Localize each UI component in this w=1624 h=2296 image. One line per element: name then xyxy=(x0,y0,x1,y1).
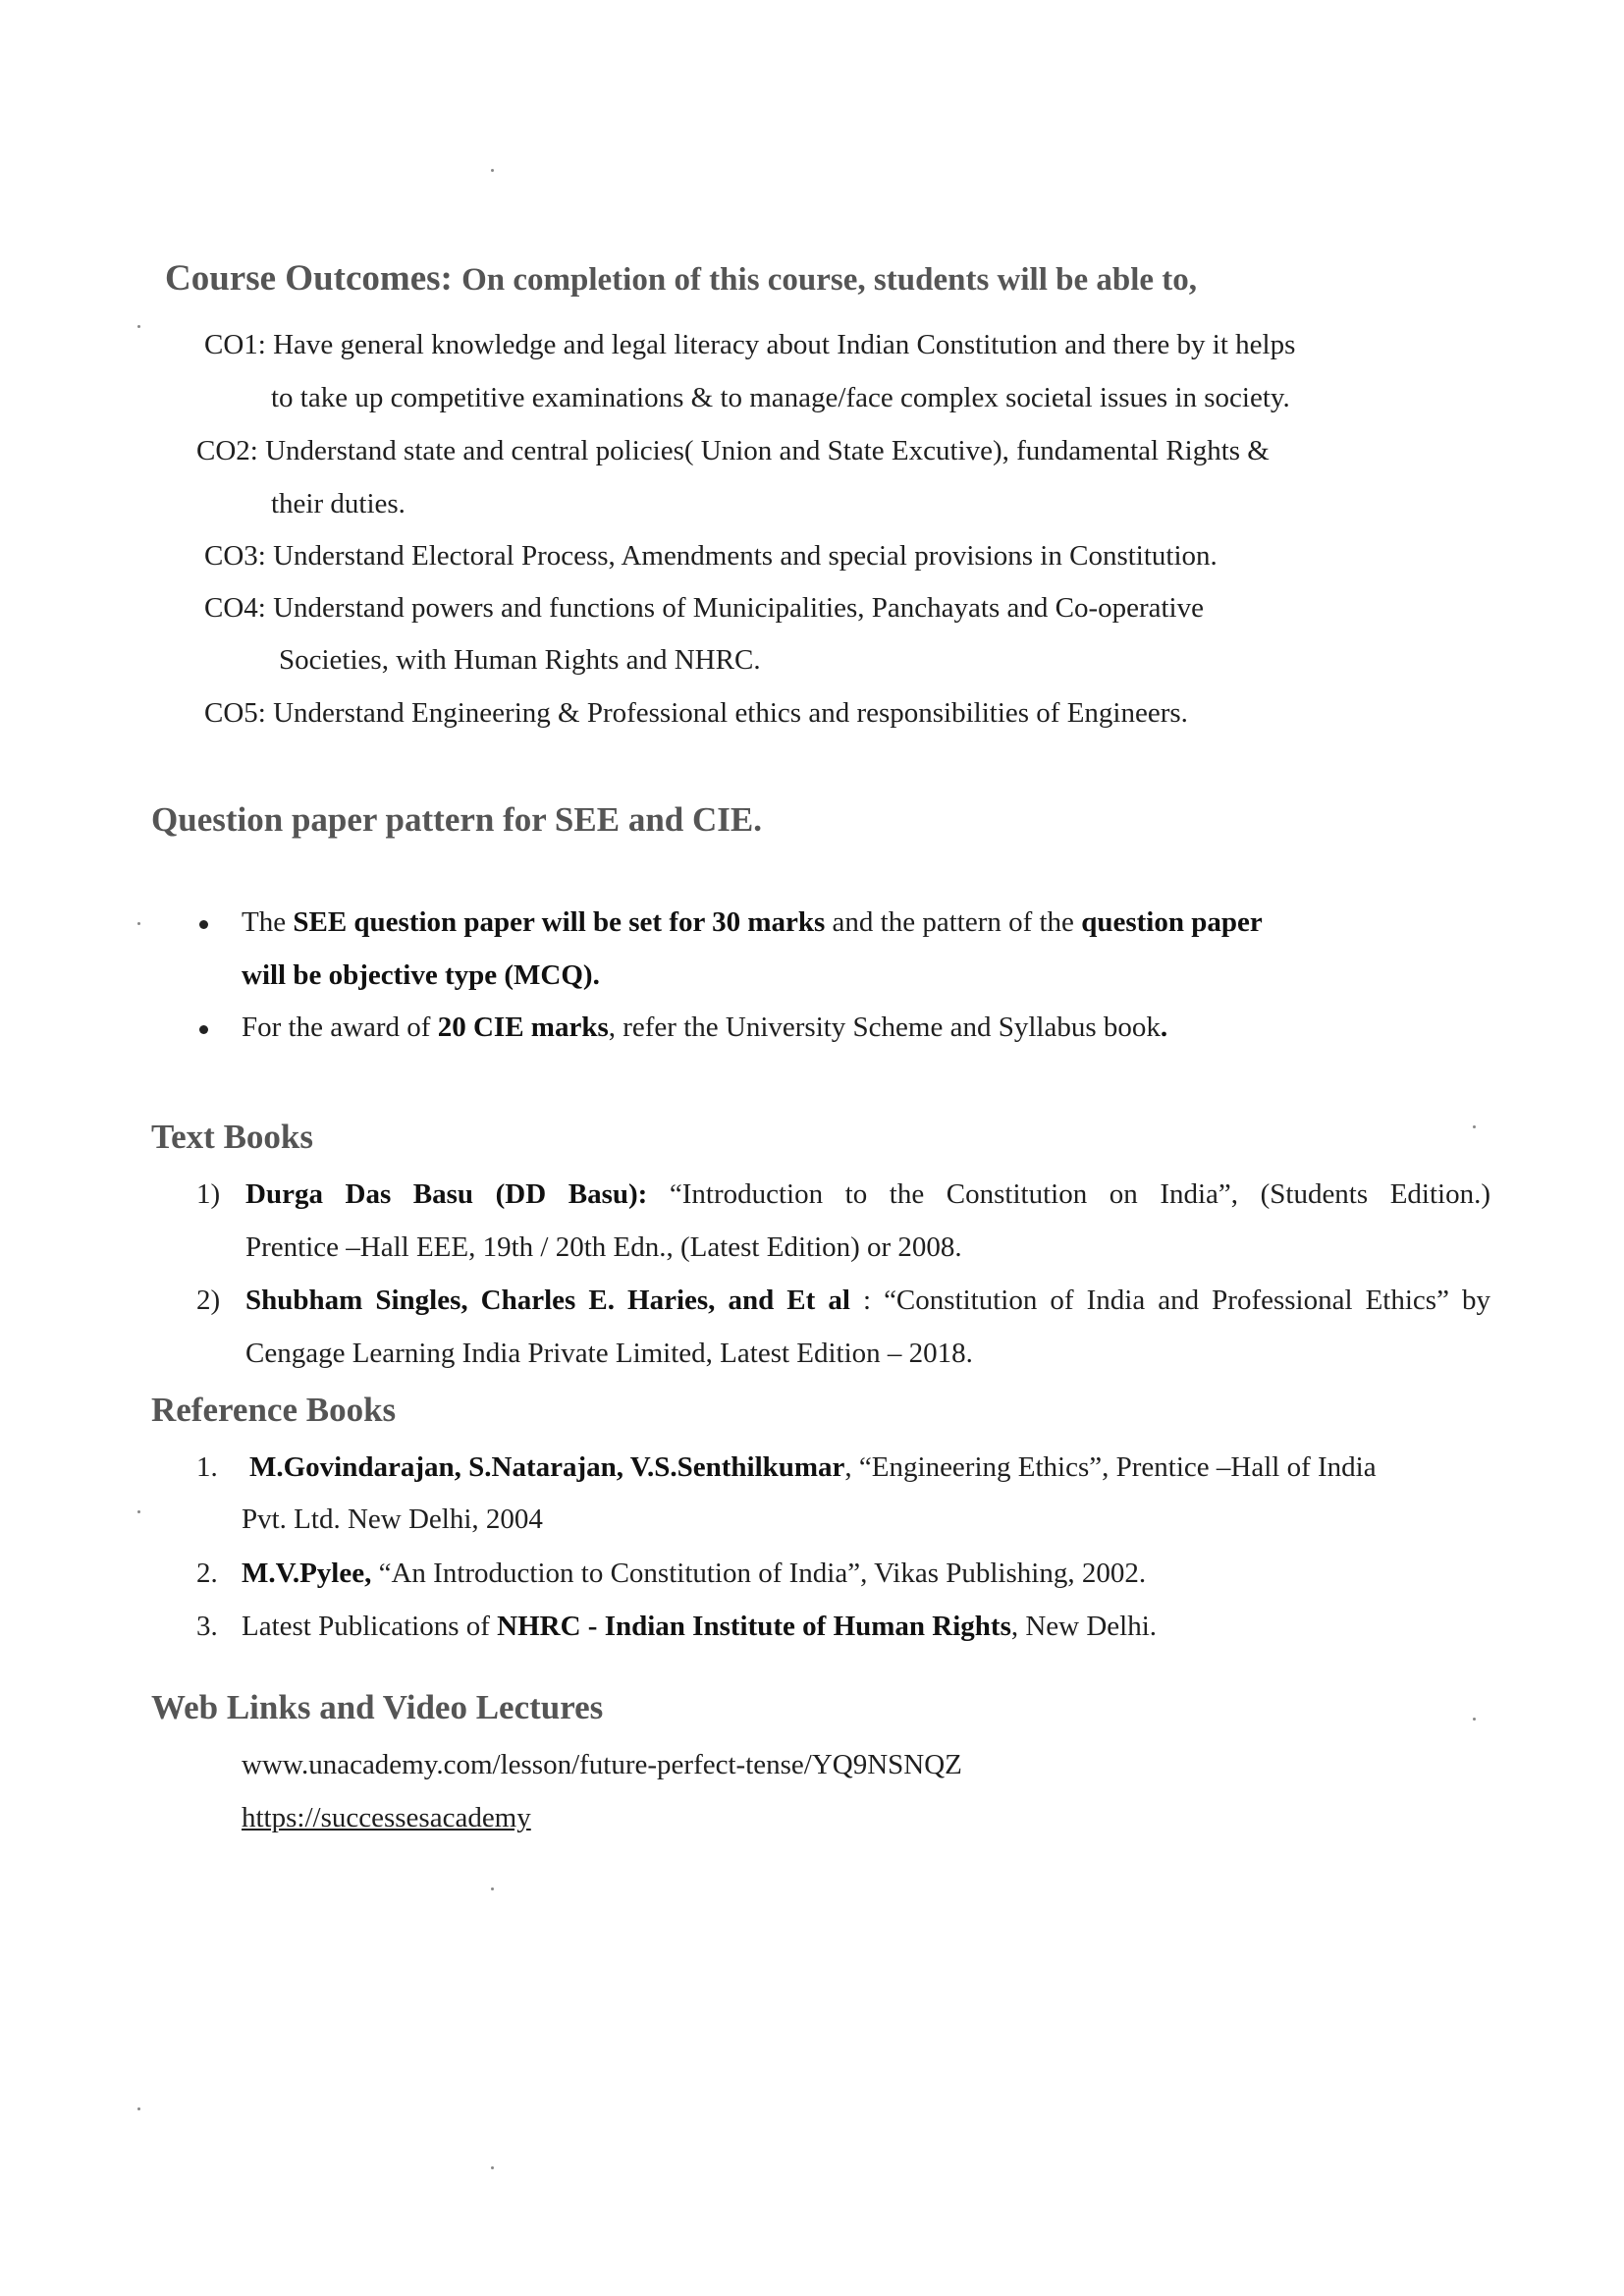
co2-label: CO2: xyxy=(196,435,258,466)
scan-speck xyxy=(137,1510,140,1513)
co1-line2: to take up competitive examinations & to manage/face complex societal issues in society. xyxy=(271,382,1290,413)
scan-speck xyxy=(491,1887,494,1890)
co1-text: Have general knowledge and legal literacy about Indian Constitution and there by it helps xyxy=(273,329,1296,360)
tb2-title: : “Constitution of India and Professional Ethics” by xyxy=(849,1285,1491,1316)
qp-b1-text1: The xyxy=(242,906,294,938)
co2-line1 xyxy=(196,434,1270,468)
co3-line1 xyxy=(204,539,1218,574)
tb1-author: Durga Das Basu (DD Basu): xyxy=(245,1178,648,1210)
rb3-number: 3. xyxy=(196,1611,218,1642)
qp-b2-text2: , refer the University Scheme and Syllabus book xyxy=(608,1011,1161,1043)
rb3-author: NHRC - Indian Institute of Human Rights xyxy=(497,1611,1011,1642)
co1-label: CO1: xyxy=(204,329,266,360)
tb2-line1 xyxy=(245,1284,1490,1318)
rb2-author: M.V.Pylee, xyxy=(242,1558,372,1589)
scan-speck xyxy=(1473,1718,1476,1721)
tb1-title: “Introduction to the Constitution on India”, (Students Edition.) xyxy=(647,1178,1491,1210)
qp-b2-bold1: 20 CIE marks xyxy=(437,1011,609,1043)
co4-line1 xyxy=(204,591,1204,626)
web-link-unacademy[interactable]: www.unacademy.com/lesson/future-perfect-tense/YQ9NSNQZ xyxy=(242,1749,962,1780)
co5-label: CO5: xyxy=(204,697,266,729)
co3-label: CO3: xyxy=(204,540,266,572)
scan-speck xyxy=(491,2166,494,2169)
rb3-line1 xyxy=(242,1610,1157,1644)
rb3-text: Latest Publications of xyxy=(242,1611,498,1642)
web-link-successesacademy[interactable]: https://successesacademy xyxy=(242,1802,531,1833)
scan-speck xyxy=(1473,1125,1476,1128)
co1-line1 xyxy=(204,328,1295,362)
qp-bullet1-line1 xyxy=(242,905,1263,940)
co4-label: CO4: xyxy=(204,592,266,624)
qp-b1-bold3: will be objective type (MCQ). xyxy=(242,959,600,991)
bullet-dot xyxy=(199,1025,208,1034)
tb1-line1 xyxy=(245,1177,1490,1212)
tb2-author: Shubham Singles, Charles E. Haries, and Et al xyxy=(245,1285,850,1316)
rb1-author: M.Govindarajan, S.Natarajan, V.S.Senthilkumar xyxy=(249,1451,845,1483)
reference-books-heading: Reference Books xyxy=(151,1391,397,1429)
scan-speck xyxy=(137,325,140,328)
qp-b1-bold2: question paper xyxy=(1081,906,1263,938)
tb1-number: 1) xyxy=(196,1178,221,1210)
co4-line2: Societies, with Human Rights and NHRC. xyxy=(279,644,761,676)
rb2-number: 2. xyxy=(196,1558,218,1589)
course-outcomes-title: Course Outcomes: xyxy=(165,258,453,299)
rb3-place: , New Delhi. xyxy=(1010,1611,1158,1642)
rb1-number: 1. xyxy=(196,1451,218,1483)
rb2-line1 xyxy=(242,1557,1146,1591)
tb2-line2: Cengage Learning India Private Limited, Latest Edition – 2018. xyxy=(245,1338,973,1369)
qp-b1-bold1: SEE question paper will be set for 30 marks xyxy=(293,906,826,938)
co5-line1 xyxy=(204,696,1188,731)
co2-text: Understand state and central policies( Union and State Excutive), fundamental Rights & xyxy=(265,435,1270,466)
rb2-title: “An Introduction to Constitution of India”, Vikas Publishing, 2002. xyxy=(371,1558,1147,1589)
bullet-dot xyxy=(199,920,208,929)
co2-line2: their duties. xyxy=(271,488,406,519)
course-outcomes-heading xyxy=(165,257,1197,301)
tb2-number: 2) xyxy=(196,1285,221,1316)
qp-b2-bold2: . xyxy=(1160,1011,1168,1043)
qp-b1-text2: and the pattern of the xyxy=(825,906,1082,938)
question-paper-heading: Question paper pattern for SEE and CIE. xyxy=(151,800,763,839)
course-outcomes-subtitle: On completion of this course, students will be able to, xyxy=(461,262,1198,298)
rb1-title: , “Engineering Ethics”, Prentice –Hall of India xyxy=(844,1451,1377,1483)
rb1-line2: Pvt. Ltd. New Delhi, 2004 xyxy=(242,1503,543,1535)
scan-speck xyxy=(137,2107,140,2110)
web-links-heading: Web Links and Video Lectures xyxy=(151,1688,604,1726)
qp-b2-text1: For the award of xyxy=(242,1011,438,1043)
co5-text: Understand Engineering & Professional ethics and responsibilities of Engineers. xyxy=(273,697,1188,729)
qp-bullet2 xyxy=(242,1011,1167,1045)
co4-text: Understand powers and functions of Municipalities, Panchayats and Co-operative xyxy=(273,592,1204,624)
rb1-line1 xyxy=(249,1450,1377,1485)
scan-speck xyxy=(491,169,494,172)
tb1-line2: Prentice –Hall EEE, 19th / 20th Edn., (Latest Edition) or 2008. xyxy=(245,1231,962,1263)
scan-speck xyxy=(137,922,140,925)
co3-text: Understand Electoral Process, Amendments and special provisions in Constitution. xyxy=(273,540,1218,572)
text-books-heading: Text Books xyxy=(151,1118,314,1156)
qp-bullet1-line2 xyxy=(242,958,600,993)
